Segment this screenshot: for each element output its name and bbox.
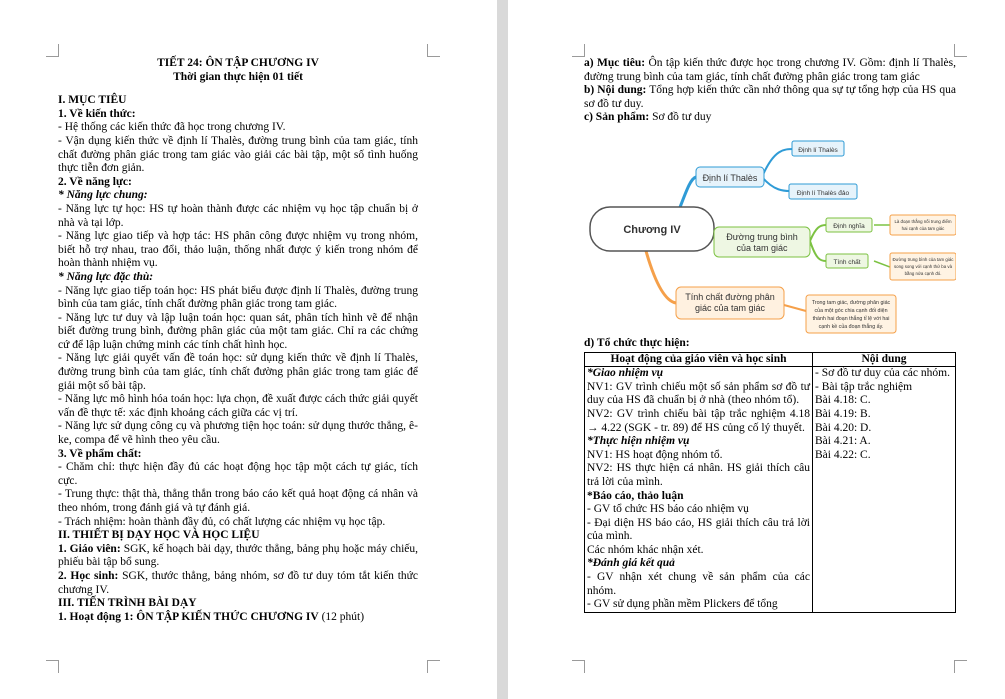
report-item: Các nhóm khác nhận xét. — [587, 543, 704, 556]
corner-mark — [46, 660, 59, 673]
connector-bisector — [646, 251, 676, 303]
table-row — [585, 367, 956, 613]
content-item: Bài 4.21: A. — [815, 435, 871, 448]
competence-heading: 2. Về năng lực: — [58, 175, 132, 188]
special-competence-item: - Năng lực giải quyết vấn đề toán học: sử dụng kiến thức về định lí Thalès, đường trung bình của tam giác, tính chất đường phân giác trong tam giác để giải một số bài tập. — [58, 352, 418, 392]
corner-mark — [954, 44, 967, 57]
content-item: Bài 4.20: D. — [815, 421, 872, 434]
content-label: b) Nội dung: — [584, 84, 647, 97]
perform-item: NV1: HS hoạt động nhóm tổ. — [587, 448, 723, 461]
midline-prop-text-2: song song với cạnh thứ ba và — [893, 263, 953, 269]
bisector-text-3: thành hai đoạn thẳng tỉ lệ với hai — [812, 315, 890, 322]
objective-text: Ôn tập kiến thức được học trong chương IV. Gồm: định lí Thalès, đường trung bình của tam giác, tính chất đường phân giác trong tam giác — [584, 57, 956, 83]
activity-1-label: 1. Hoạt động 1: ÔN TẬP KIẾN THỨC CHƯƠNG IV — [58, 610, 319, 623]
table-header-row — [585, 352, 956, 367]
task-item: NV2: GV trình chiếu bài tập trắc nghiệm 4.18 → 4.22 (SGK - tr. 89) để HS củng cố lý thuyết. — [587, 407, 810, 434]
content-item: Bài 4.22: C. — [815, 448, 871, 461]
quality-item: - Chăm chỉ: thực hiện đầy đủ các hoạt động học tập một cách tự giác, tích cực. — [58, 461, 418, 487]
quality-item: - Trách nhiệm: hoàn thành đầy đủ, có chất lượng các nhiệm vụ học tập. — [58, 515, 386, 528]
perform-item: NV2: HS thực hiện cá nhân. HS giải thích câu trả lời của mình. — [587, 462, 810, 488]
corner-mark — [954, 660, 967, 673]
connector-midline-def — [810, 225, 826, 241]
product-text: Sơ đồ tư duy — [649, 111, 712, 124]
document-page-1 — [0, 0, 497, 699]
midline-def-text-1: Là đoạn thẳng nối trung điểm — [894, 218, 952, 224]
evaluate-heading: *Đánh giá kết quả — [587, 557, 675, 570]
content-text: Tổng hợp kiến thức cần nhớ thông qua sự tự tổng hợp của HS qua sơ đồ tư duy. — [584, 84, 956, 110]
section-equipment-heading: II. THIẾT BỊ DẠY HỌC VÀ HỌC LIỆU — [58, 529, 260, 542]
teacher-equipment — [58, 543, 418, 570]
quality-item: - Trung thực: thật thà, thẳng thắn trong báo cáo kết quả hoạt động cá nhân và theo nhóm, trong đánh giá và tự đánh giá. — [58, 488, 418, 514]
connector-bisector-text — [784, 305, 806, 311]
bisector-label-1: Tính chất đường phân — [685, 291, 775, 302]
student-label: 2. Học sinh: — [58, 569, 119, 582]
content-cell — [813, 367, 956, 613]
objective-paragraph — [584, 57, 956, 84]
thales-node-label: Định lí Thalès — [702, 172, 758, 183]
special-competence-item: - Năng lực giao tiếp toán học: HS phát biểu được định lí Thalès, đường trung bình của tam giác, tính chất đường phân giác trong tam giác. — [58, 284, 418, 311]
midline-prop-label: Tính chất — [833, 258, 861, 266]
lesson-title: TIẾT 24: ÔN TẬP CHƯƠNG IV — [157, 57, 319, 69]
corner-mark — [572, 44, 585, 57]
activity-table — [584, 352, 956, 613]
report-heading: *Báo cáo, thảo luận — [587, 489, 684, 502]
content-paragraph — [584, 84, 956, 111]
activities-cell — [585, 367, 813, 613]
activity-1-heading — [58, 611, 418, 625]
connector-thales-converse — [762, 177, 790, 191]
connector-midline-prop — [810, 241, 826, 261]
corner-mark — [427, 660, 440, 673]
knowledge-item: - Hệ thống các kiến thức đã học trong chương IV. — [58, 121, 286, 134]
special-competence-item: - Năng lực mô hình hóa toán học: lựa chọn, đề xuất được cách thức giải quyết vấn đề thực tế: xác định khoảng cách giữa các vị trí. — [58, 393, 418, 419]
bisector-text-4: cạnh kề của đoạn thẳng ấy. — [818, 323, 884, 330]
perform-heading: *Thực hiện nhiệm vụ — [587, 435, 690, 448]
report-item: - Đại diện HS báo cáo, HS giải thích câu trả lời của mình. — [587, 516, 810, 543]
task-item: NV1: GV trình chiếu một số sản phẩm sơ đồ tư duy của HS đã chuẩn bị ở nhà (theo nhóm tổ). — [587, 380, 810, 407]
thales-direct-label: Định lí Thalès — [798, 146, 838, 154]
teacher-text: SGK, kế hoạch bài dạy, thước thẳng, bảng phụ hoặc máy chiếu, phiếu bài tập bổ sung. — [58, 542, 418, 569]
connector-thales-direct — [762, 149, 794, 177]
corner-mark — [46, 44, 59, 57]
page-1-content — [58, 57, 418, 624]
evaluate-item: - GV nhận xét chung về sản phẩm của các nhóm. — [587, 571, 810, 597]
connector-midline-prop-text — [874, 261, 890, 267]
midline-def-label: Định nghĩa — [833, 222, 865, 230]
corner-mark — [427, 44, 440, 57]
column-header-activities: Hoạt động của giáo viên và học sinh — [585, 352, 813, 367]
general-competence-item: - Năng lực tự học: HS tự hoàn thành được các nhiệm vụ học tập chuẩn bị ở nhà và tại lớp. — [58, 202, 418, 229]
general-competence-item: - Năng lực giao tiếp và hợp tác: HS phân công được nhiệm vụ trong nhóm, biết hỗ trợ nhau, trao đổi, thảo luận, thống nhất được ý kiến trong nhóm để hoàn thành nhiệm vụ. — [58, 230, 418, 270]
student-text: SGK, thước thẳng, bảng nhóm, sơ đồ tư duy tóm tắt kiến thức chương IV. — [58, 569, 419, 596]
thales-converse-label: Định lí Thalès đảo — [796, 189, 850, 197]
bisector-text-2: của một góc chia cạnh đối diện — [814, 307, 888, 314]
special-competence-item: - Năng lực tư duy và lập luận toán học: quan sát, phân tích hình vẽ để nhận biết đường trung bình, đường phân giác của một tam giác. Chỉ ra các chứng cứ để lập luận chứng minh các tính chất hình học. — [58, 311, 418, 351]
midline-def-text-2: hai cạnh của tam giác — [901, 225, 945, 231]
product-paragraph — [584, 111, 956, 125]
center-node-label: Chương IV — [623, 223, 681, 236]
lesson-duration: Thời gian thực hiện 01 tiết — [173, 70, 303, 83]
content-item: - Sơ đồ tư duy của các nhóm. — [815, 367, 950, 380]
chapter-iv-mindmap — [584, 129, 956, 334]
midline-label-2: của tam giác — [736, 242, 788, 253]
page-2-content — [584, 57, 956, 613]
bisector-label-2: giác của tam giác — [694, 302, 766, 313]
objective-label: a) Mục tiêu: — [584, 57, 646, 69]
evaluate-item: - GV sử dụng phần mềm Plickers để tổng — [587, 598, 778, 611]
column-header-content: Nội dung — [813, 352, 956, 367]
special-competence-item: - Năng lực sử dụng công cụ và phương tiện học toán: sử dụng thước thẳng, ê-ke, compa để vẽ hình theo yêu cầu. — [58, 420, 418, 447]
organization-heading: d) Tổ chức thực hiện: — [584, 336, 690, 349]
content-item: - Bài tập trắc nghiệm — [815, 380, 913, 393]
product-label: c) Sản phẩm: — [584, 111, 650, 124]
section-objectives-heading: I. MỤC TIÊU — [58, 94, 127, 107]
midline-label-1: Đường trung bình — [726, 231, 798, 242]
content-item: Bài 4.18: C. — [815, 394, 871, 407]
special-competence-heading: * Năng lực đặc thù: — [58, 270, 154, 283]
midline-prop-text-1: Đường trung bình của tam giác — [892, 256, 954, 262]
general-competence-heading: * Năng lực chung: — [58, 189, 148, 202]
activity-1-time: (12 phút) — [318, 610, 365, 623]
knowledge-item: - Vận dụng kiến thức về định lí Thalès, đường trung bình của tam giác, tính chất đường phân giác trong tam giác vào giải các bài tập, một số tình huống thực tiễn đơn giản. — [58, 134, 418, 175]
bisector-text-1: Trong tam giác, đường phân giác — [811, 299, 891, 306]
teacher-label: 1. Giáo viên: — [58, 542, 121, 555]
corner-mark — [572, 660, 585, 673]
section-process-heading: III. TIẾN TRÌNH BÀI DẠY — [58, 597, 197, 610]
report-item: - GV tổ chức HS báo cáo nhiệm vụ — [587, 503, 749, 516]
quality-heading: 3. Về phẩm chất: — [58, 447, 142, 460]
midline-prop-text-3: bằng nửa cạnh đó. — [904, 270, 942, 276]
student-equipment — [58, 570, 418, 597]
document-page-2 — [508, 0, 1005, 699]
knowledge-heading: 1. Về kiến thức: — [58, 107, 136, 120]
midline-def-text-box — [890, 215, 956, 235]
task-heading: *Giao nhiệm vụ — [587, 367, 664, 380]
content-item: Bài 4.19: B. — [815, 407, 871, 420]
